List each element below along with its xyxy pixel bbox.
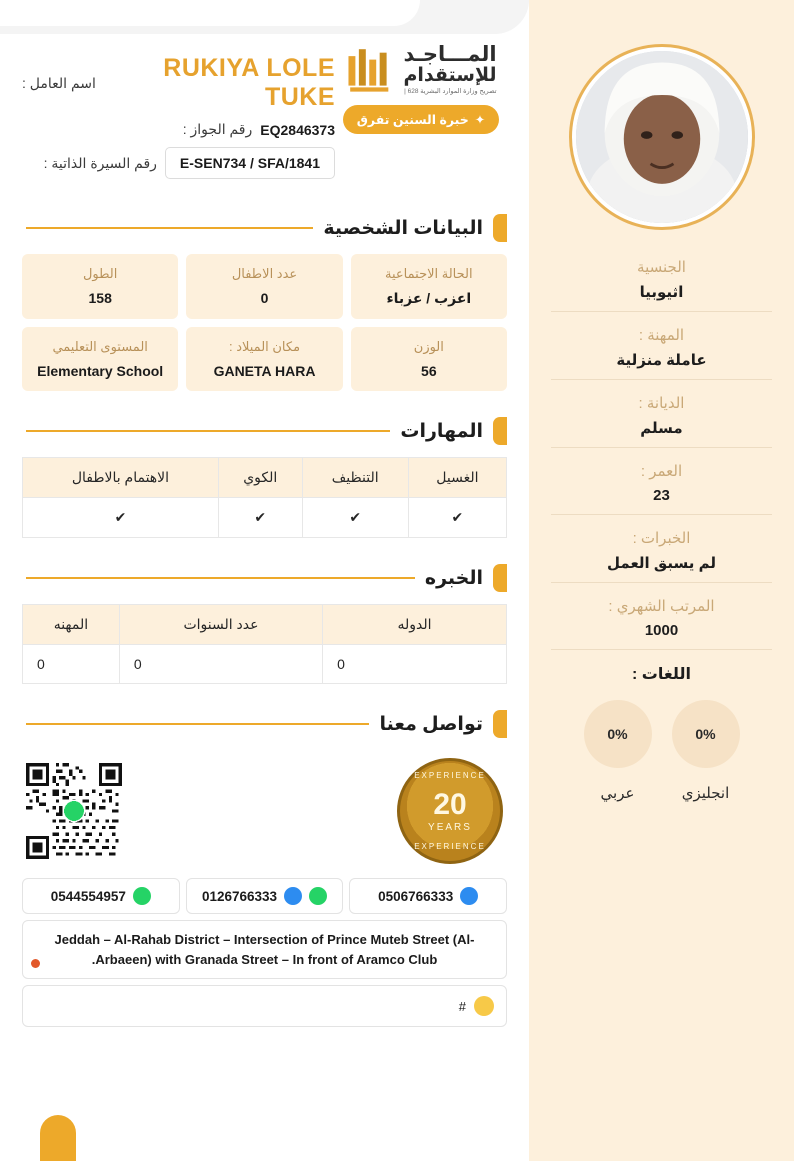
- experience-cell-country: 0: [323, 645, 507, 684]
- section-tab-marker: [493, 710, 507, 738]
- table-header-row: [23, 605, 507, 645]
- language-name: انجليزي: [681, 785, 730, 802]
- section-tab-marker: [493, 214, 507, 242]
- divider: [551, 311, 772, 312]
- phone-numbers-row: [22, 878, 507, 914]
- experience-table: [22, 604, 507, 684]
- section-title: الخبره: [424, 567, 483, 589]
- language-item-english: [672, 700, 740, 802]
- phone-box-primary[interactable]: [349, 878, 507, 914]
- seal-bottom-text: EXPERIENCE: [414, 842, 486, 851]
- section-header-contact: [22, 710, 507, 738]
- cell-label: المستوى التعليمي: [52, 339, 148, 354]
- sidebar-field-age: [529, 452, 794, 514]
- language-level-badge: 0%: [672, 700, 740, 768]
- languages-title: اللغات :: [632, 666, 691, 683]
- phone-number: 0126766333: [201, 888, 278, 904]
- worker-name-value: RUKIYA LOLE TUKE: [163, 54, 335, 111]
- snapchat-icon: [474, 996, 494, 1016]
- section-tab-marker: [493, 564, 507, 592]
- social-handle: #: [458, 998, 466, 1014]
- cv-number-label: رقم السيرة الذاتية :: [43, 154, 157, 171]
- experience-cell-years: 0: [119, 645, 322, 684]
- whatsapp-icon: [309, 887, 327, 905]
- phone-box-whatsapp[interactable]: [22, 878, 180, 914]
- personal-cell-birthplace: [186, 327, 342, 391]
- sidebar-field-nationality: [529, 248, 794, 311]
- experience-badge: [343, 105, 500, 134]
- worker-name-label: اسم العامل :: [22, 74, 96, 91]
- address-box: [22, 920, 507, 979]
- experience-header-country: الدوله: [323, 605, 507, 645]
- avatar: [569, 44, 755, 230]
- cell-label: الوزن: [413, 339, 444, 354]
- cell-value: اعزب / عزباء: [386, 290, 472, 306]
- languages-list: [529, 700, 794, 802]
- sidebar-field-value: لم يسبق العمل: [607, 555, 716, 572]
- experience-header-years: عدد السنوات: [119, 605, 322, 645]
- personal-cell-height: [22, 254, 178, 319]
- sidebar-field-value: 23: [653, 487, 670, 504]
- passport-row: [22, 121, 335, 138]
- cell-value: 56: [421, 363, 437, 379]
- section-header-personal: [22, 214, 507, 242]
- section-title: تواصل معنا: [379, 713, 483, 735]
- skills-header-cleaning: التنظيف: [302, 458, 408, 498]
- sidebar-field-value: اثيوبيا: [639, 284, 684, 301]
- section-rule: [26, 430, 390, 432]
- cell-value: Elementary School: [37, 363, 164, 379]
- logo-row: [335, 44, 507, 96]
- cell-value: 0: [260, 290, 269, 306]
- divider: [551, 582, 772, 583]
- cell-label: الحالة الاجتماعية: [385, 266, 473, 281]
- phone-box-secondary[interactable]: [186, 878, 344, 914]
- skills-header-ironing: الكوي: [218, 458, 302, 498]
- phone-number: 0506766333: [378, 888, 454, 904]
- personal-cell-weight: [351, 327, 507, 391]
- sidebar-field-value: عاملة منزلية: [616, 352, 707, 369]
- logo-mark-icon: [345, 44, 397, 96]
- sidebar-field-value: 1000: [644, 622, 679, 639]
- divider: [551, 514, 772, 515]
- phone-icon: [460, 887, 478, 905]
- bottom-decoration-tab: [40, 1115, 76, 1161]
- logo-line2: للإستقدام: [403, 65, 497, 87]
- seal-top-text: EXPERIENCE: [414, 771, 486, 780]
- section-header-skills: [22, 417, 507, 445]
- skills-header-washing: الغسيل: [408, 458, 506, 498]
- cell-value: 158: [88, 290, 112, 306]
- sparkle-icon: ✦: [474, 113, 486, 127]
- sidebar-field-religion: [529, 384, 794, 447]
- sidebar-field-label: المهنة :: [638, 327, 685, 344]
- sidebar-field-value: مسلم: [640, 420, 683, 437]
- badge-label: خبرة السنين تفرق: [356, 113, 469, 127]
- experience-cell-job: 0: [23, 645, 120, 684]
- language-level-badge: 0%: [584, 700, 652, 768]
- section-rule: [26, 227, 313, 229]
- passport-value: EQ2846373: [260, 121, 335, 138]
- sidebar-field-label: الديانة :: [638, 395, 685, 412]
- portrait-illustration: [576, 51, 748, 223]
- check-icon: ✔: [302, 498, 408, 538]
- personal-cell-education: [22, 327, 178, 391]
- check-icon: ✔: [218, 498, 302, 538]
- phone-number: 0544554957: [50, 888, 126, 904]
- cell-label: مكان الميلاد :: [228, 339, 301, 354]
- sidebar-field-label: العمر :: [640, 463, 683, 480]
- qr-code[interactable]: [26, 763, 122, 859]
- section-rule: [26, 723, 369, 725]
- worker-name-row: [22, 54, 335, 112]
- experience-seal: [397, 758, 503, 864]
- personal-cell-children: [186, 254, 342, 319]
- table-header-row: [23, 458, 507, 498]
- table-row: [23, 498, 507, 538]
- phone-icon: [284, 887, 302, 905]
- address-text: Jeddah – Al-Rahab District – Intersection of Prince Muteb Street (Al-Arbaeen) with Granada Street – In front of Aramco Club.: [54, 932, 475, 967]
- sidebar-field-label: المرتب الشهري :: [608, 598, 715, 615]
- cell-label: عدد الاطفال: [231, 266, 298, 281]
- sidebar-fields: [529, 248, 794, 650]
- table-row: [23, 645, 507, 684]
- cv-number-value: E-SEN734 / SFA/1841: [165, 147, 335, 179]
- language-item-arabic: [584, 700, 652, 802]
- contact-top-row: [22, 750, 507, 874]
- passport-label: رقم الجواز :: [182, 121, 253, 137]
- check-icon: ✔: [23, 498, 219, 538]
- sidebar-field-experience: [529, 519, 794, 582]
- logo-text: [403, 44, 496, 96]
- location-pin-icon: [31, 959, 40, 968]
- experience-header-job: المهنه: [23, 605, 120, 645]
- cv-number-row: [22, 147, 335, 179]
- divider: [551, 379, 772, 380]
- section-rule: [26, 577, 415, 579]
- cv-header: [22, 44, 507, 188]
- skills-header-childcare: الاهتمام بالاطفال: [23, 458, 219, 498]
- logo-subtitle: تصريح وزارة الموارد البشرية 628 |: [404, 88, 497, 96]
- whatsapp-icon: [133, 887, 151, 905]
- company-logo-block: [335, 44, 507, 134]
- section-header-experience: [22, 564, 507, 592]
- divider: [551, 447, 772, 448]
- social-box[interactable]: [22, 985, 507, 1027]
- personal-cell-marital: [351, 254, 507, 319]
- sidebar-field-occupation: [529, 316, 794, 379]
- section-title: البيانات الشخصية: [323, 217, 483, 239]
- personal-data-grid: [22, 254, 507, 391]
- cell-value: GANETA HARA: [213, 363, 316, 379]
- avatar-photo: [576, 51, 748, 223]
- sidebar-field-salary: [529, 587, 794, 649]
- seal-years-label: YEARS: [428, 821, 472, 833]
- sidebar-field-label: الخبرات :: [632, 530, 691, 547]
- section-title: المهارات: [400, 420, 483, 442]
- check-icon: ✔: [408, 498, 506, 538]
- sidebar-field-label: الجنسية: [637, 259, 686, 276]
- seal-years-number: 20: [433, 787, 467, 821]
- cell-label: الطول: [82, 266, 118, 281]
- worker-identity: [22, 44, 335, 188]
- sidebar: [529, 0, 794, 1161]
- language-name: عربي: [600, 785, 635, 802]
- logo-line1: المـــاجـد: [403, 43, 497, 67]
- skills-table: [22, 457, 507, 538]
- section-tab-marker: [493, 417, 507, 445]
